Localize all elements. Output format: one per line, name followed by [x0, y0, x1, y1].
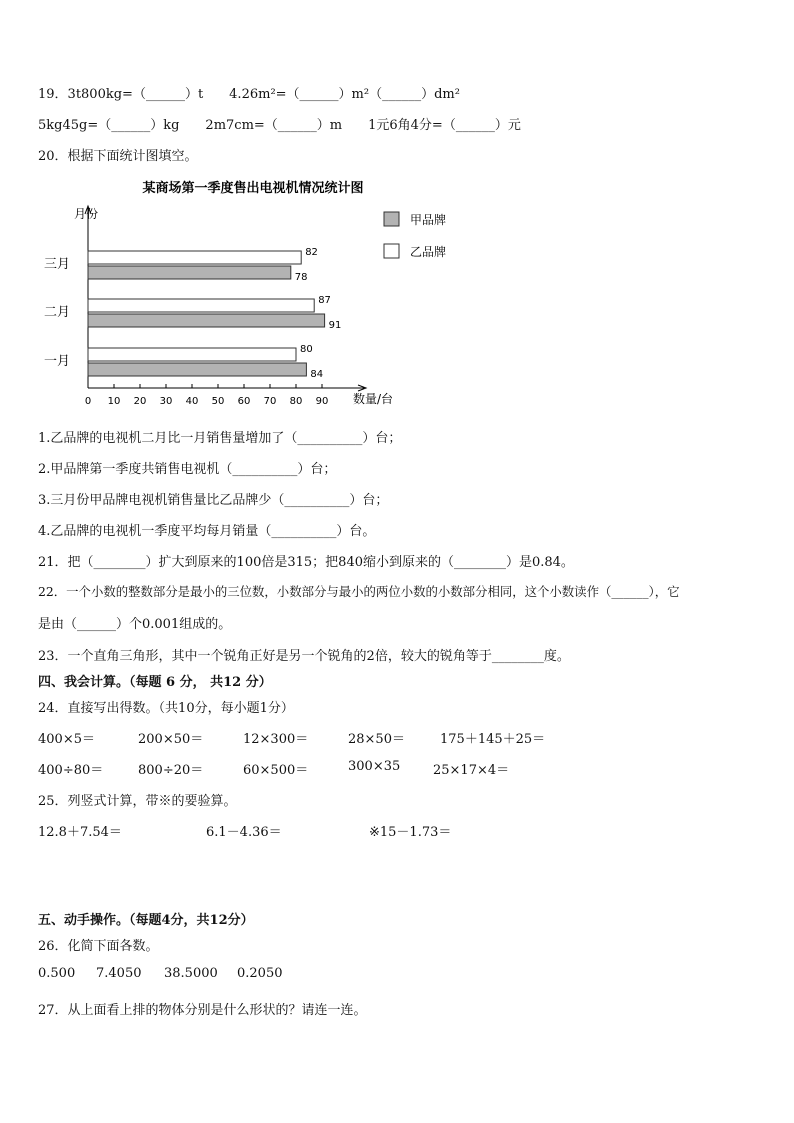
- q20-item-4: 4.乙品牌的电视机一季度平均每月销量（__________）台。: [38, 524, 376, 539]
- tv-sales-chart: [38, 172, 478, 412]
- q26-item-2: 7.4050: [96, 966, 142, 981]
- q26-item-1: 0.500: [38, 966, 76, 981]
- bar-value-label: 84: [310, 369, 324, 380]
- legend-label: 甲品牌: [410, 213, 447, 227]
- q22-line1: 22．一个小数的整数部分是最小的三位数，小数部分与最小的两位小数的小数部分相同，这个小数读作（______），它: [38, 584, 680, 599]
- q20-item-2: 2.甲品牌第一季度共销售电视机（__________）台；: [38, 462, 337, 477]
- bar-value-label: 91: [328, 320, 342, 331]
- chart-title: 某商场第一季度售出电视机情况统计图: [142, 181, 364, 196]
- section-4-heading: 四、我会计算。（每题 6 分， 共12 分）: [38, 675, 272, 690]
- q26-item-3: 38.5000: [164, 966, 218, 981]
- bar-jia: [88, 314, 325, 327]
- x-tick-label: 0: [84, 396, 92, 407]
- bar-yi: [88, 251, 301, 264]
- category-label: 二月: [44, 305, 71, 320]
- q19-line2: 5kg45g=（______）kg 2m7cm=（______）m 1元6角4分=（______）元: [38, 118, 521, 133]
- x-tick-label: 20: [133, 396, 147, 407]
- x-tick-label: 10: [107, 396, 121, 407]
- q19-line1: 19．3t800kg=（______）t 4.26m²=（______）m²（______）dm²: [38, 87, 460, 102]
- q24-r2-c4: 300×35: [348, 759, 401, 774]
- q25-stem: 25．列竖式计算，带※的要验算。: [38, 794, 237, 809]
- x-tick-label: 70: [263, 396, 277, 407]
- x-tick-label: 30: [159, 396, 173, 407]
- bar-value-label: 80: [300, 344, 313, 355]
- q24-r1-c2: 200×50＝: [138, 732, 204, 747]
- legend-label: 乙品牌: [410, 245, 447, 259]
- q24-r2-c1: 400÷80＝: [38, 763, 104, 778]
- q24-r1-c1: 400×5＝: [38, 732, 95, 747]
- q23: 23．一个直角三角形，其中一个锐角正好是另一个锐角的2倍，较大的锐角等于________度。: [38, 649, 570, 664]
- legend-swatch: [384, 212, 399, 226]
- q24-r2-c5: 25×17×4＝: [433, 763, 510, 778]
- category-label: 一月: [44, 354, 71, 369]
- q20-item-3: 3.三月份甲品牌电视机销售量比乙品牌少（__________）台；: [38, 493, 389, 508]
- q24-r1-c3: 12×300＝: [243, 732, 309, 747]
- q24-r1-c5: 175＋145＋25＝: [440, 732, 546, 747]
- bar-value-label: 78: [294, 272, 308, 283]
- chart-ylabel: 月份: [74, 207, 99, 221]
- bar-jia: [88, 266, 291, 279]
- x-tick-label: 60: [237, 396, 251, 407]
- x-tick-label: 80: [289, 396, 303, 407]
- bar-value-label: 87: [318, 295, 331, 306]
- q21: 21．把（________）扩大到原来的100倍是315；把840缩小到原来的（________）是0.84。: [38, 555, 574, 570]
- bar-yi: [88, 299, 314, 312]
- bar-jia: [88, 363, 306, 376]
- legend-swatch: [384, 244, 399, 258]
- bar-yi: [88, 348, 296, 361]
- q25-item-2: 6.1－4.36＝: [206, 825, 282, 840]
- section-5-heading: 五、动手操作。（每题4分，共12分）: [38, 913, 254, 928]
- q20-item-1: 1.乙品牌的电视机二月比一月销售量增加了（__________）台；: [38, 431, 402, 446]
- q24-r2-c2: 800÷20＝: [138, 763, 204, 778]
- q24-r2-c3: 60×500＝: [243, 763, 309, 778]
- x-tick-label: 40: [185, 396, 199, 407]
- x-tick-label: 90: [315, 396, 329, 407]
- q26-item-4: 0.2050: [237, 966, 283, 981]
- x-tick-label: 50: [211, 396, 225, 407]
- q27: 27．从上面看上排的物体分别是什么形状的？请连一连。: [38, 1003, 367, 1018]
- chart-xlabel: 数量/台: [353, 392, 394, 406]
- q22-line2: 是由（______）个0.001组成的。: [38, 617, 232, 632]
- q24-r1-c4: 28×50＝: [348, 732, 405, 747]
- bar-value-label: 82: [305, 247, 318, 258]
- q24-stem: 24．直接写出得数。（共10分，每小题1分）: [38, 701, 294, 716]
- q20-stem: 20．根据下面统计图填空。: [38, 149, 198, 164]
- q25-item-3: ※15－1.73＝: [369, 825, 452, 840]
- q25-item-1: 12.8＋7.54＝: [38, 825, 122, 840]
- q26-stem: 26．化简下面各数。: [38, 939, 159, 954]
- category-label: 三月: [44, 257, 71, 272]
